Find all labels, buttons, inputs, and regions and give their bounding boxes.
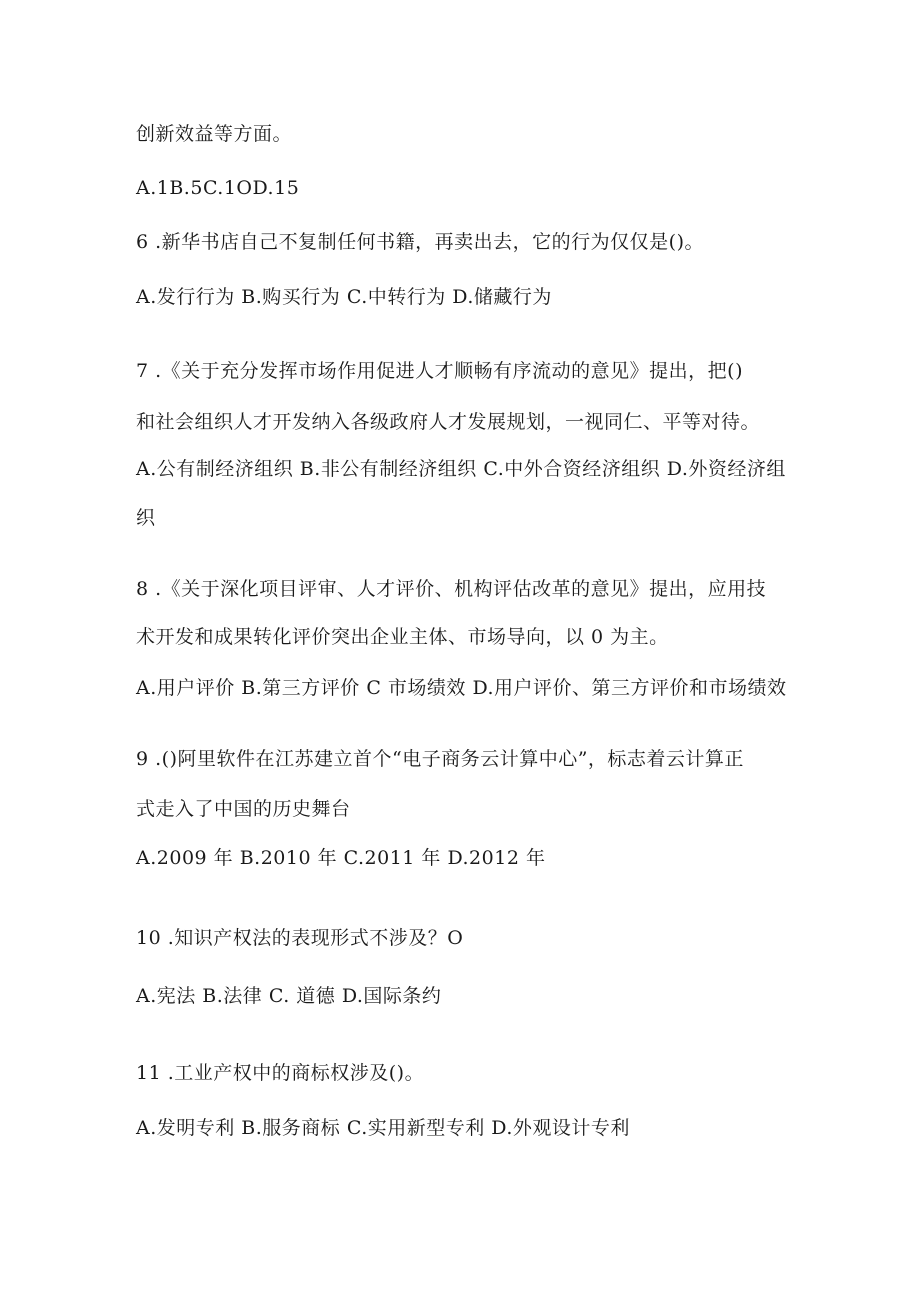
question-8-line-1: 8 .《关于深化项目评审、人才评价、机构评估改革的意见》提出，应用技 [136,578,767,600]
question-8-line-2: 术开发和成果转化评价突出企业主体、市场导向，以 0 为主。 [136,626,669,648]
text-line-2: A.1B.5C.1OD.15 [136,177,300,199]
question-7-line-1: 7 .《关于充分发挥市场作用促进人才顺畅有序流动的意见》提出，把() [136,360,743,382]
question-7-line-2: 和社会组织人才开发纳入各级政府人才发展规划，一视同仁、平等对待。 [136,411,761,433]
text-line-1: 创新效益等方面。 [136,123,293,145]
question-8-options: A.用户评价 B.第三方评价 C 市场绩效 D.用户评价、第三方评价和市场绩效 [136,677,787,699]
question-6: 6 .新华书店自己不复制任何书籍，再卖出去，它的行为仅仅是()。 [136,231,704,253]
question-7-options-line-1: A.公有制经济组织 B.非公有制经济组织 C.中外合资经济组织 D.外资经济组 [136,458,786,480]
question-6-options: A.发行行为 B.购买行为 C.中转行为 D.储藏行为 [136,286,552,308]
question-9-options: A.2009 年 B.2010 年 C.2011 年 D.2012 年 [136,847,546,869]
question-11: 11 .工业产权中的商标权涉及()。 [136,1062,425,1084]
question-7-options-line-2: 织 [136,507,156,529]
question-10-options: A.宪法 B.法律 C. 道德 D.国际条约 [136,985,442,1007]
question-11-options: A.发明专利 B.服务商标 C.实用新型专利 D.外观设计专利 [136,1117,630,1139]
question-10: 10 .知识产权法的表现形式不涉及？O [136,927,464,949]
question-9-line-1: 9 .()阿里软件在江苏建立首个“电子商务云计算中心”，标志着云计算正 [136,748,744,770]
question-9-line-2: 式走入了中国的历史舞台 [136,798,351,820]
